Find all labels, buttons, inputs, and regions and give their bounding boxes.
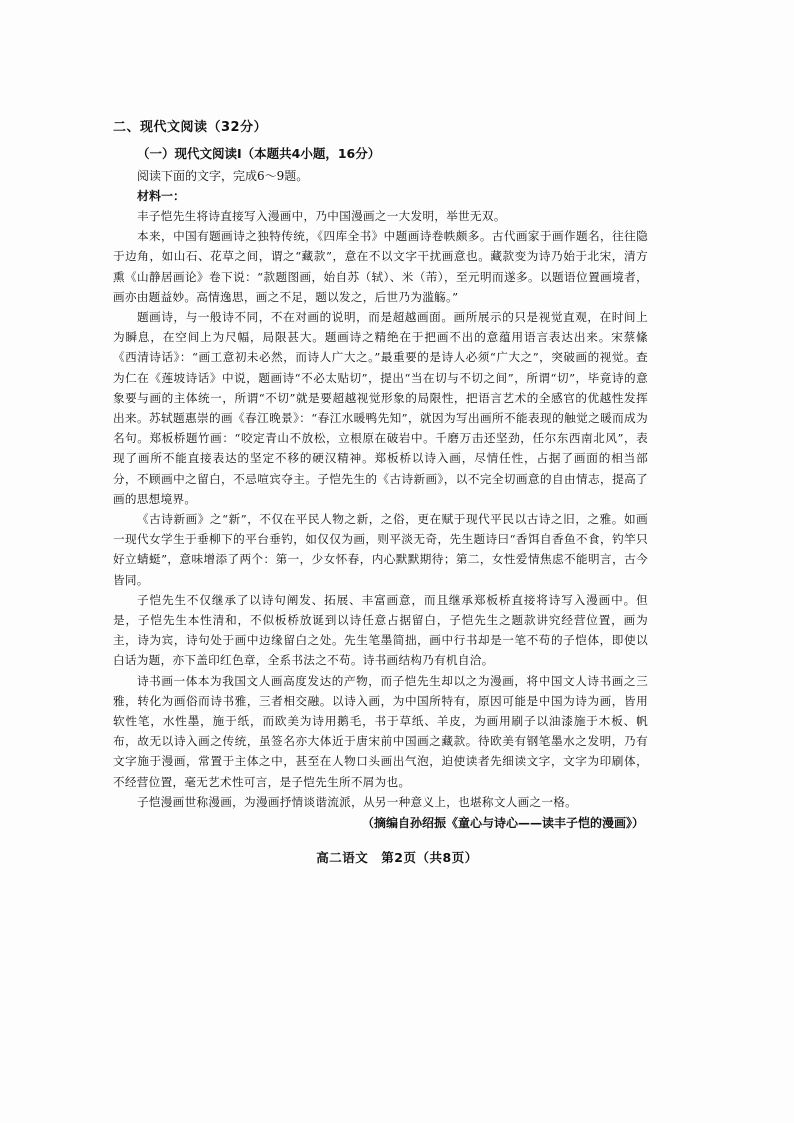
page-footer: 高二语文 第2页（共8页） [316, 850, 478, 865]
paragraph: 丰子恺先生将诗直接写入漫画中，乃中国漫画之一大发明，举世无双。 [137, 209, 506, 223]
page-content [113, 118, 648, 834]
material-label: 材料一： [137, 189, 186, 203]
paragraph: 子恺先生不仅继承了以诗句阐发、拓展、丰富画意，而且继承郑板桥直接将诗写入漫画中。但是，子恺先生本性清和，不似板桥放诞到以诗任意占据留白，子恺先生之题款讲究经营位置，画为主，诗为宾，诗句处于画中边缘留白之处。先生笔墨简拙，画中行书却是一笔不苟的子恺体，即使以白话为题，亦下盖印红色章，全系书法之不苟。诗书画结构乃有机自洽。 [113, 592, 648, 668]
paragraph: 子恺漫画世称漫画，为漫画抒情谈谐流派，从另一种意义上，也堪称文人画之一格。 [137, 794, 578, 809]
section-title: 二、现代文阅读（32分） [113, 120, 268, 135]
sub-section-title: （一）现代文阅读Ⅰ（本题共4小题，16分） [137, 146, 381, 161]
paragraph: 《古诗新画》之“新”，不仅在平民人物之新，之俗，更在赋于现代平民以古诗之旧，之雅。如画一现代女学生于垂柳下的平台垂钓，如仅仅为画，则平淡无奇，先生题诗曰“香饵自香鱼不食，钓竿只好立蜻蜓”，意味增添了两个：第一，少女怀春，内心默默期待；第二，女性爱情焦虑不能明言，古今皆同。 [113, 512, 648, 587]
paragraph: 诗书画一体本为我国文人画高度发达的产物，而子恺先生却以之为漫画，将中国文人诗书画之三雅，转化为画俗而诗书雅，三者相交融。以诗入画，为中国所特有，原因可能是中国为诗为画，皆用软性笔，水性墨，施于纸，而欧美为诗用鹅毛，书于草纸、羊皮，为画用刷子以油漆施于木板、帆布，故无以诗入画之传统，虽签名亦大体近于唐宋前中国画之藏款。待欧美有钢笔墨水之发明，乃有文字施于漫画，常置于主体之中，甚至在人物口头画出气泡，迫使读者先细读文字，文字为印刷体，不经营位置，毫无艺术性可言，是子恺先生所不屑为也。 [113, 673, 648, 789]
source-citation: （摘编自孙绍振《童心与诗心——读丰子恺的漫画》） [361, 816, 644, 831]
paragraph: 本来，中国有题画诗之独特传统，《四库全书》中题画诗卷帙颇多。古代画家于画作题名，往往隐于边角，如山石、花草之间，谓之“藏款”，意在不以文字干扰画意也。藏款变为诗乃始于北宋，清方熏《山静居画论》卷下说：“款题图画，始自苏（轼）、米（芾），至元明而遂多。以题语位置画境者，画亦由题益妙。高情逸思，画之不足，题以发之，后世乃为滥觞。” [113, 229, 648, 304]
reading-instruction: 阅读下面的文字，完成6～9题。 [137, 169, 309, 183]
paragraph: 题画诗，与一般诗不同，不在对画的说明，而是超越画面。画所展示的只是视觉直观，在时间上为瞬息，在空间上为尺幅，局限甚大。题画诗之精绝在于把画不出的意蕴用语言表达出来。宋蔡絛《西清诗话》：“画工意初未必然，而诗人广大之。”最重要的是诗人必须“广大之”，突破画的视觉。查为仁在《莲坡诗话》中说，题画诗“不必太贴切”，提出“当在切与不切之间”，所谓“切”，毕竟诗的意象要与画的主体统一，所谓“不切”就是要超越视觉形象的局限性，把语言艺术的全感官的优越性发挥出来。苏轼题惠崇的画《春江晚景》：“春江水暖鸭先知”，就因为写出画所不能表现的触觉之暖而成为名句。郑板桥题竹画：“咬定青山不放松，立根原在破岩中。千磨万击还坚劲，任尔东西南北风”，表现了画所不能直接表达的坚定不移的硬汉精神。郑板桥以诗入画，尽情任性，占据了画面的相当部分，不顾画中之留白，不忌喧宾夺主。子恺先生的《古诗新画》，以不完全切画意的自由情志，提高了画的思想境界。 [113, 310, 648, 506]
